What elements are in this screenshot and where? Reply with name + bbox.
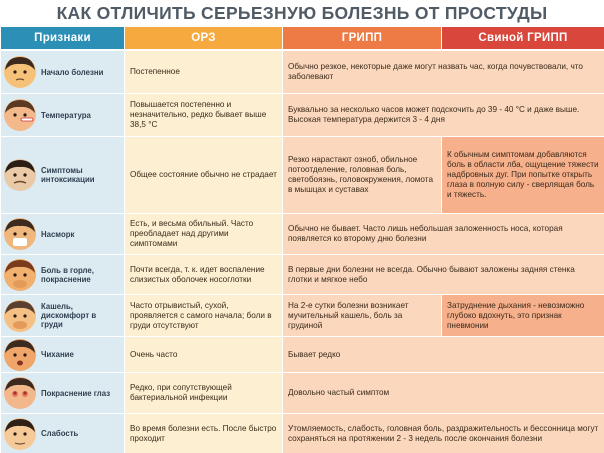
sign-label: Температура [41, 110, 91, 120]
swine-flu-cell: К обычным симптомам добавляются боль в области лба, ощущение тяжести надбровных дуг. При попытке открыть глаза в полную силу - сверлящая боль и тяжесть. [442, 137, 604, 213]
table-row [0, 137, 604, 213]
flu-cell: Обычно не бывает. Часто лишь небольшая заложенность носа, которая появляется ко второму дню болезни [283, 214, 604, 254]
face-sick-icon [3, 158, 37, 192]
orz-cell: Есть, и весьма обильный. Часто преобладает над другими симптомами [125, 214, 282, 254]
sign-label: Симптомы интоксикации [41, 166, 95, 184]
orz-cell: Во время болезни есть. После быстро проходит [125, 414, 282, 453]
header-swine-flu: Свиной ГРИПП [442, 27, 604, 49]
orz-cell: Повышается постепенно и незначительно, редко бывает выше 38,5 °С [125, 94, 282, 136]
orz-cell: Очень часто [125, 337, 282, 372]
sign-cell [1, 94, 124, 136]
face-confused-icon [3, 55, 37, 89]
sign-cell [1, 255, 124, 294]
sign-label: Боль в горле, покраснение [41, 265, 94, 284]
orz-cell: Почти всегда, т. к. идет воспаление слизистых оболочек носоглотки [125, 255, 282, 294]
flu-cell: Бывает редко [283, 337, 604, 372]
table-row [0, 255, 604, 294]
sign-cell [1, 373, 124, 413]
table-row [0, 94, 604, 136]
face-weak-icon [3, 417, 37, 451]
flu-cell: Довольно частый симптом [283, 373, 604, 413]
orz-cell: Общее состояние обычно не страдает [125, 137, 282, 213]
sign-label: Чихание [41, 350, 74, 359]
orz-cell: Часто отрывистый, сухой, проявляется с самого начала; боли в груди отсутствуют [125, 295, 282, 336]
flu-cell: Утомляемость, слабость, головная боль, раздражительность и бессонница могут сохраняться на протяжении 2 - 3 недель после окончания болезни [283, 414, 604, 453]
flu-cell: В первые дни болезни не всегда. Обычно бывают заложены задняя стенка глотки и мягкое небо [283, 255, 604, 294]
face-thermometer-icon [3, 98, 37, 132]
swine-flu-cell: Затруднение дыхания - невозможно глубоко вдохнуть, это признак пневмонии [442, 295, 604, 336]
sign-cell [1, 414, 124, 453]
sign-label: Кашель, дискомфорт в груди [41, 302, 97, 329]
sign-cell [1, 295, 124, 336]
header-orz: ОРЗ [125, 27, 282, 49]
face-runny-nose-icon [3, 217, 37, 251]
page-title: КАК ОТЛИЧИТЬ СЕРЬЕЗНУЮ БОЛЕЗНЬ ОТ ПРОСТУДЫ [56, 3, 548, 23]
sign-label: Насморк [41, 229, 75, 239]
sign-label: Начало болезни [41, 67, 104, 77]
sign-label: Покраснение глаз [41, 388, 111, 398]
table-row [0, 337, 604, 372]
table-row [0, 295, 604, 336]
flu-cell: На 2-е сутки болезни возникает мучительный кашель, боль за грудиной [283, 295, 441, 336]
header-flu: ГРИПП [283, 27, 441, 49]
table-row [0, 373, 604, 413]
face-sneeze-icon [3, 338, 37, 372]
sign-cell [1, 51, 124, 93]
sign-cell [1, 137, 124, 213]
face-red-eyes-icon [3, 376, 37, 410]
header-signs: Признаки [1, 27, 124, 49]
flu-cell: Резко нарастают озноб, обильное потоотделение, головная боль, светобоязнь, головокружения, ломота в мышцах и суставах [283, 137, 441, 213]
face-cough-icon [3, 299, 37, 333]
sign-cell [1, 337, 124, 372]
sign-cell [1, 214, 124, 254]
sign-label: Слабость [41, 429, 79, 438]
flu-cell: Обычно резкое, некоторые даже могут назвать час, когда почувствовали, что заболевают [283, 51, 604, 93]
face-sore-throat-icon [3, 258, 37, 292]
orz-cell: Постепенное [125, 51, 282, 93]
orz-cell: Редко, при сопутствующей бактериальной инфекции [125, 373, 282, 413]
table-row [0, 51, 604, 93]
flu-cell: Буквально за несколько часов может подскочить до 39 - 40 °С и даже выше. Высокая температура держится 3 - 4 дня [283, 94, 604, 136]
table-row [0, 214, 604, 254]
table-row [0, 414, 604, 453]
